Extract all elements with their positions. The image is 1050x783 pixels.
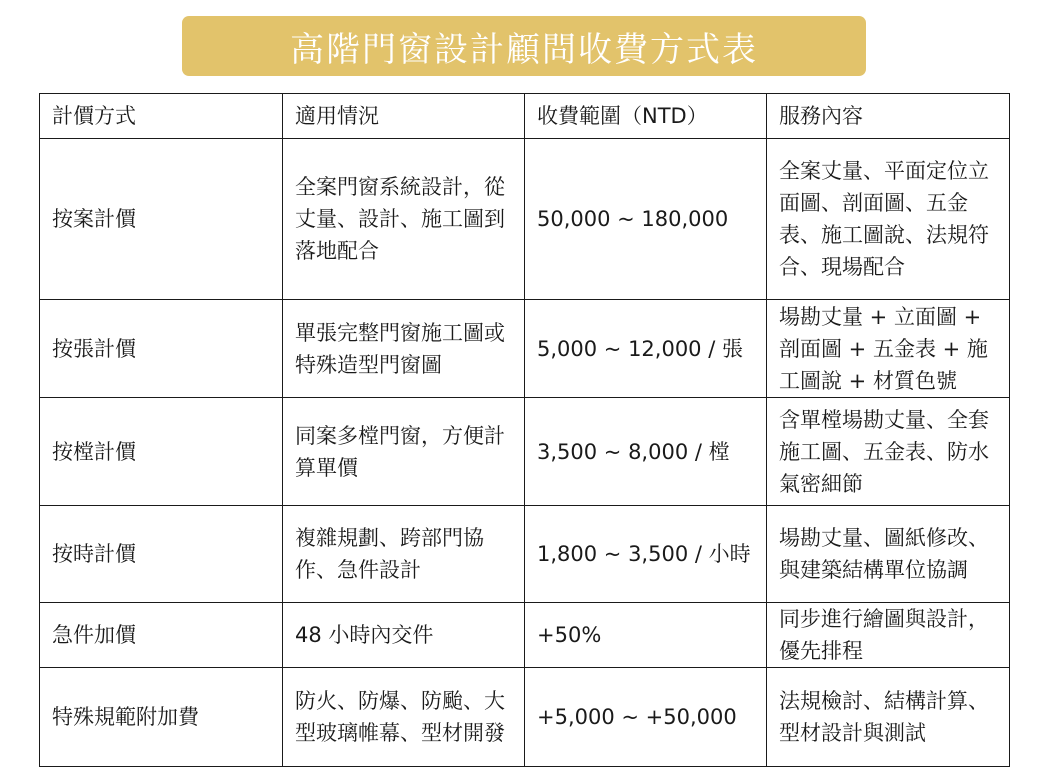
table-row [40, 506, 1010, 603]
service-cell: 同步進行繪圖與設計，優先排程 [767, 603, 1010, 668]
situation-cell: 複雜規劃、跨部門協作、急件設計 [283, 506, 525, 603]
method-cell: 特殊規範附加費 [40, 668, 283, 767]
fee-cell: +50% [525, 603, 767, 668]
situation-cell: 單張完整門窗施工圖或特殊造型門窗圖 [283, 300, 525, 398]
table-row [40, 139, 1010, 300]
header-service: 服務內容 [767, 94, 1010, 139]
header-method: 計價方式 [40, 94, 283, 139]
header-situation: 適用情況 [283, 94, 525, 139]
header-fee: 收費範圍（NTD） [525, 94, 767, 139]
situation-cell: 全案門窗系統設計，從丈量、設計、施工圖到落地配合 [283, 139, 525, 300]
service-cell: 全案丈量、平面定位立面圖、剖面圖、五金表、施工圖說、法規符合、現場配合 [767, 139, 1010, 300]
fee-cell: 1,800 ~ 3,500 / 小時 [525, 506, 767, 603]
service-cell: 場勘丈量、圖紙修改、與建築結構單位協調 [767, 506, 1010, 603]
page-title: 高階門窗設計顧問收費方式表 [290, 29, 758, 70]
service-cell: 法規檢討、結構計算、型材設計與測試 [767, 668, 1010, 767]
method-cell: 按樘計價 [40, 398, 283, 506]
title-banner [182, 16, 866, 76]
fee-table [39, 93, 1010, 767]
table-row [40, 300, 1010, 398]
table-row [40, 603, 1010, 668]
fee-cell: +5,000 ~ +50,000 [525, 668, 767, 767]
table-row [40, 398, 1010, 506]
fee-cell: 5,000 ~ 12,000 / 張 [525, 300, 767, 398]
table-row [40, 668, 1010, 767]
fee-cell: 3,500 ~ 8,000 / 樘 [525, 398, 767, 506]
situation-cell: 48 小時內交件 [283, 603, 525, 668]
method-cell: 按案計價 [40, 139, 283, 300]
method-cell: 按時計價 [40, 506, 283, 603]
service-cell: 場勘丈量 + 立面圖 + 剖面圖 + 五金表 + 施工圖說 + 材質色號 [767, 300, 1010, 398]
method-cell: 急件加價 [40, 603, 283, 668]
fee-cell: 50,000 ~ 180,000 [525, 139, 767, 300]
situation-cell: 同案多樘門窗，方便計算單價 [283, 398, 525, 506]
service-cell: 含單樘場勘丈量、全套施工圖、五金表、防水氣密細節 [767, 398, 1010, 506]
method-cell: 按張計價 [40, 300, 283, 398]
situation-cell: 防火、防爆、防颱、大型玻璃帷幕、型材開發 [283, 668, 525, 767]
header-row [40, 94, 1010, 139]
